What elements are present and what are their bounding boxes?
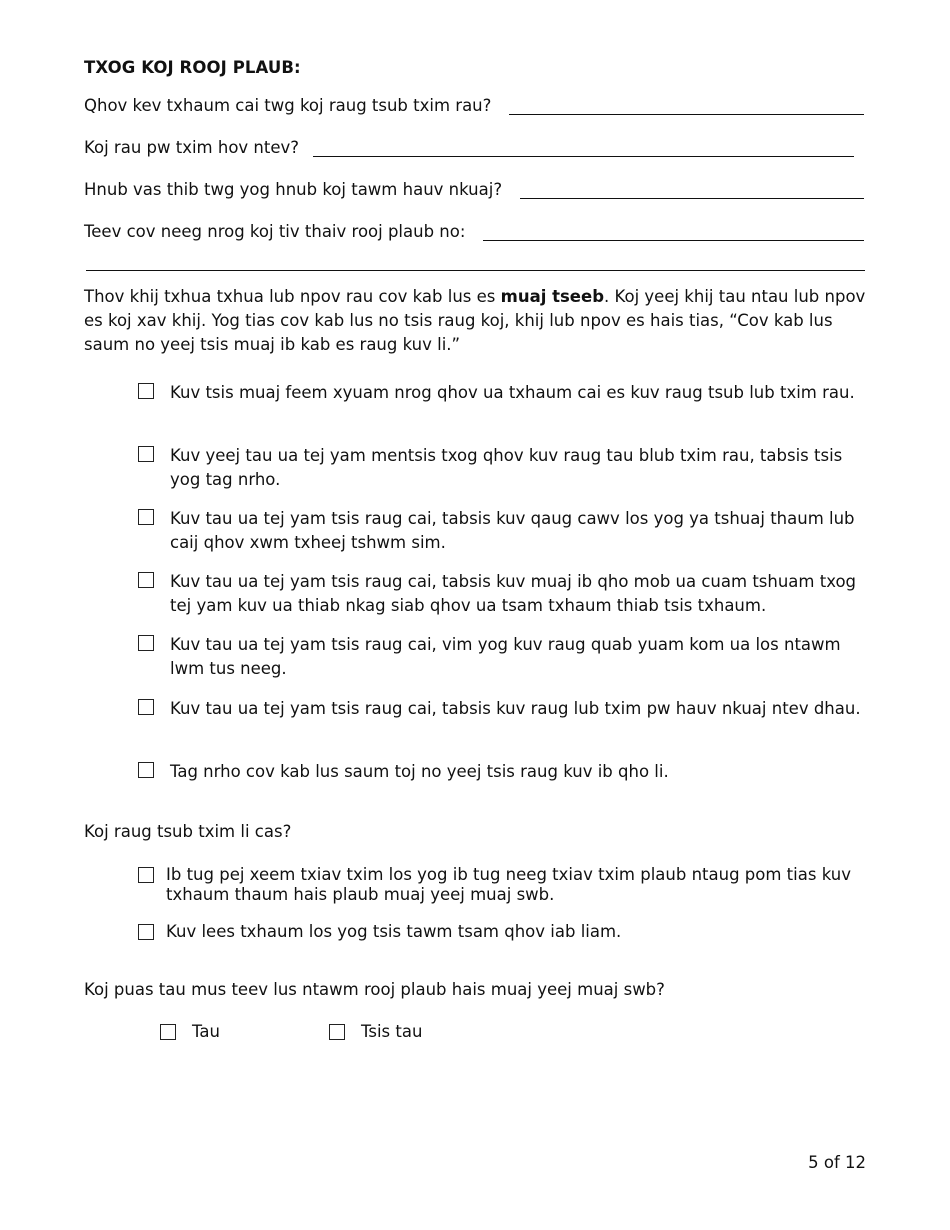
release-date-label: Hnub vas thib twg yog hnub koj tawm hauv nkuaj? <box>84 180 503 199</box>
statement-option[interactable] <box>138 381 868 405</box>
codefendants-field[interactable] <box>84 222 864 241</box>
checkbox[interactable] <box>138 446 154 462</box>
statement-option[interactable] <box>138 633 868 681</box>
testify-yes-option[interactable] <box>160 1022 310 1042</box>
statement-text: Tag nrho cov kab lus saum toj no yeej tsis raug kuv ib qho li. <box>170 762 669 781</box>
statement-text: Kuv yeej tau ua tej yam mentsis txog qhov kuv raug tau blub txim rau, tabsis tsis yog tag nrho. <box>170 446 843 489</box>
statement-text: Kuv tau ua tej yam tsis raug cai, tabsis kuv raug lub txim pw hauv nkuaj ntev dhau. <box>170 699 861 718</box>
conviction-option-text: Kuv lees txhaum los yog tsis tawm tsam qhov iab liam. <box>166 922 622 941</box>
statement-option[interactable] <box>138 697 868 721</box>
checkbox[interactable] <box>138 635 154 651</box>
emphasis-text: muaj tseeb <box>500 287 604 306</box>
instructions-paragraph: Thov khij txhua txhua lub npov rau cov kab lus es muaj tseeb. Koj yeej khij tau ntau lub npov es koj xav khij. Yog tias cov kab lus no tsis raug koj, khij lub npov es hais tias, “Cov kab lus saum no yeej tsis muaj ib kab es raug kuv li.” <box>84 287 866 354</box>
checkbox[interactable] <box>138 383 154 399</box>
checkbox[interactable] <box>138 699 154 715</box>
codefendants-answer-line[interactable] <box>483 224 864 241</box>
statement-option[interactable] <box>138 570 868 618</box>
statement-option[interactable] <box>138 507 868 555</box>
checkbox[interactable] <box>138 867 154 883</box>
codefendants-label: Teev cov neeg nrog koj tiv thaiv rooj plaub no: <box>84 222 466 241</box>
release-date-field[interactable] <box>84 180 864 199</box>
sentence-length-answer-line[interactable] <box>313 140 854 157</box>
testify-no-label: Tsis tau <box>361 1022 423 1041</box>
statement-text: Kuv tau ua tej yam tsis raug cai, tabsis kuv qaug cawv los yog ya tshuaj thaum lub caij qhov xwm txheej tshwm sim. <box>170 509 855 552</box>
checkbox[interactable] <box>138 572 154 588</box>
testify-no-option[interactable] <box>329 1022 479 1042</box>
statement-text: Kuv tau ua tej yam tsis raug cai, vim yog kuv raug quab yuam kom ua los ntawm lwm tus neeg. <box>170 635 841 678</box>
question-conviction: Koj raug tsub txim li cas? <box>84 822 292 841</box>
checkbox[interactable] <box>329 1024 345 1040</box>
statement-option[interactable] <box>138 760 868 784</box>
checkbox[interactable] <box>138 509 154 525</box>
conviction-option[interactable] <box>138 865 868 905</box>
checkbox[interactable] <box>138 924 154 940</box>
question-testify: Koj puas tau mus teev lus ntawm rooj plaub hais muaj yeej muaj swb? <box>84 980 665 999</box>
offense-answer-line[interactable] <box>509 98 864 115</box>
sentence-length-label: Koj rau pw txim hov ntev? <box>84 138 300 157</box>
conviction-option[interactable] <box>138 922 868 942</box>
page-number: 5 of 12 <box>808 1153 866 1172</box>
release-date-answer-line[interactable] <box>520 182 864 199</box>
checkbox[interactable] <box>160 1024 176 1040</box>
divider <box>86 270 865 271</box>
testify-yes-label: Tau <box>192 1022 220 1041</box>
statement-option[interactable] <box>138 444 868 492</box>
statement-text: Kuv tsis muaj feem xyuam nrog qhov ua txhaum cai es kuv raug tsub lub txim rau. <box>170 383 855 402</box>
conviction-option-text: Ib tug pej xeem txiav txim los yog ib tug neeg txiav txim plaub ntaug pom tias kuv txhaum thaum hais plaub muaj yeej muaj swb. <box>166 865 851 904</box>
offense-field[interactable] <box>84 96 864 115</box>
statement-text: Kuv tau ua tej yam tsis raug cai, tabsis kuv muaj ib qho mob ua cuam tshuam txog tej yam kuv ua thiab nkag siab qhov ua tsam txhaum thiab tsis txhaum. <box>170 572 857 615</box>
checkbox[interactable] <box>138 762 154 778</box>
section-title: TXOG KOJ ROOJ PLAUB: <box>84 58 301 77</box>
offense-label: Qhov kev txhaum cai twg koj raug tsub txim rau? <box>84 96 492 115</box>
sentence-length-field[interactable] <box>84 138 854 157</box>
